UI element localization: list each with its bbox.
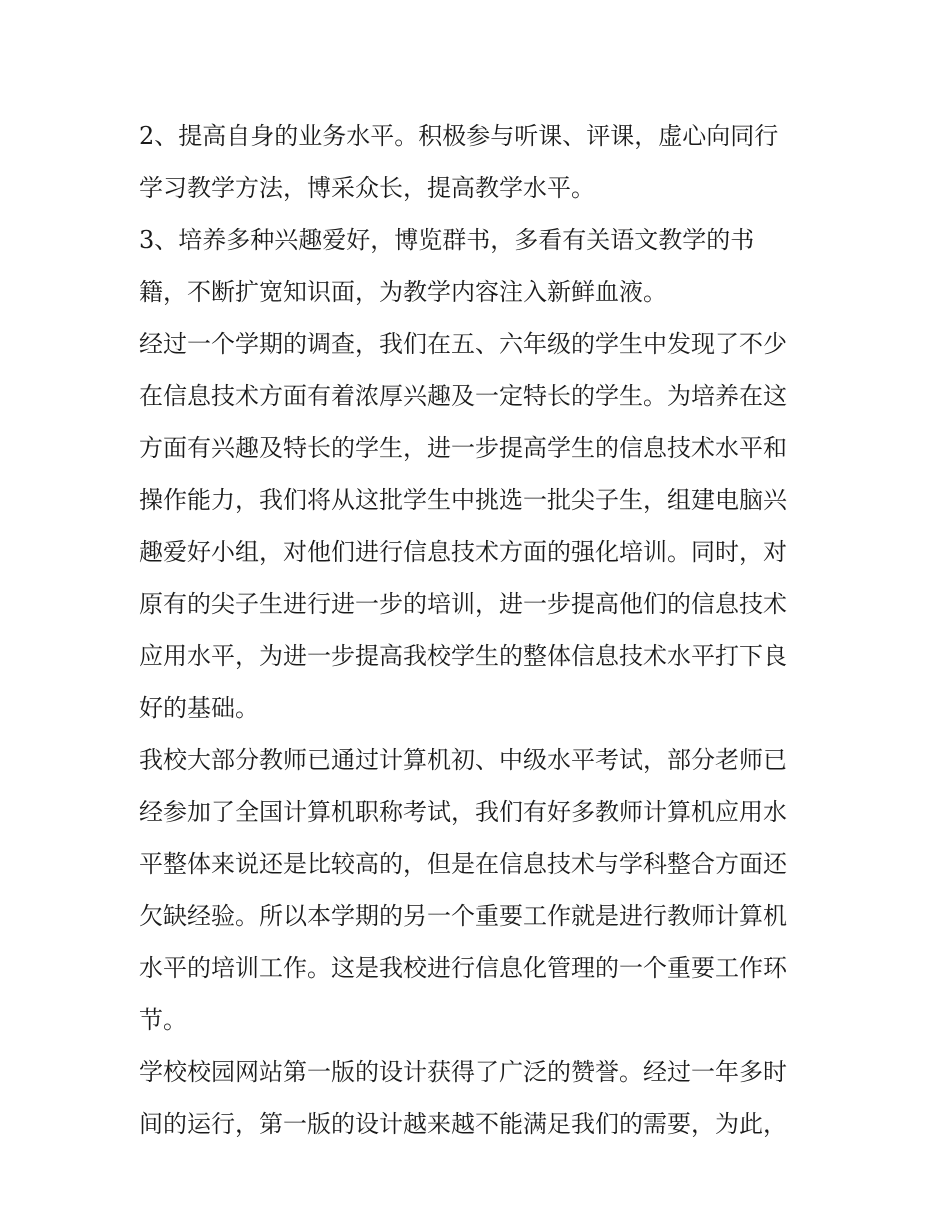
text-line: 学习教学方法，博采众长，提高教学水平。: [139, 174, 595, 202]
paragraph-item-2: [139, 110, 819, 214]
text-line: 在信息技术方面有着浓厚兴趣及一定特长的学生。为培养在这: [139, 382, 787, 410]
text-line: 3、培养多种兴趣爱好，博览群书，多看有关语文教学的书: [139, 226, 755, 254]
text-line: 好的基础。: [139, 694, 259, 722]
paragraph-item-3: [139, 214, 819, 318]
text-line: 欠缺经验。所以本学期的另一个重要工作就是进行教师计算机: [139, 902, 787, 930]
text-line: 方面有兴趣及特长的学生，进一步提高学生的信息技术水平和: [139, 434, 787, 462]
text-line: 应用水平，为进一步提高我校学生的整体信息技术水平打下良: [139, 642, 787, 670]
text-line: 趣爱好小组，对他们进行信息技术方面的强化培训。同时，对: [139, 538, 787, 566]
text-line: 2、提高自身的业务水平。积极参与听课、评课，虚心向同行: [139, 122, 779, 150]
paragraph-website: [139, 1046, 819, 1150]
text-line: 平整体来说还是比较高的，但是在信息技术与学科整合方面还: [139, 850, 787, 878]
text-line: 原有的尖子生进行进一步的培训，进一步提高他们的信息技术: [139, 590, 787, 618]
text-line: 水平的培训工作。这是我校进行信息化管理的一个重要工作环: [139, 954, 787, 982]
text-line: 经过一个学期的调查，我们在五、六年级的学生中发现了不少: [139, 330, 787, 358]
text-line: 我校大部分教师已通过计算机初、中级水平考试，部分老师已: [139, 746, 787, 774]
paragraph-students: [139, 318, 819, 734]
text-line: 籍，不断扩宽知识面，为教学内容注入新鲜血液。: [139, 278, 667, 306]
text-line: 节。: [139, 1006, 187, 1034]
text-line: 学校校园网站第一版的设计获得了广泛的赞誉。经过一年多时: [139, 1058, 787, 1086]
document-body: [139, 110, 819, 1150]
text-line: 经参加了全国计算机职称考试，我们有好多教师计算机应用水: [139, 798, 787, 826]
text-line: 间的运行，第一版的设计越来越不能满足我们的需要，为此，: [139, 1110, 787, 1138]
paragraph-teachers: [139, 734, 819, 1046]
text-line: 操作能力，我们将从这批学生中挑选一批尖子生，组建电脑兴: [139, 486, 787, 514]
